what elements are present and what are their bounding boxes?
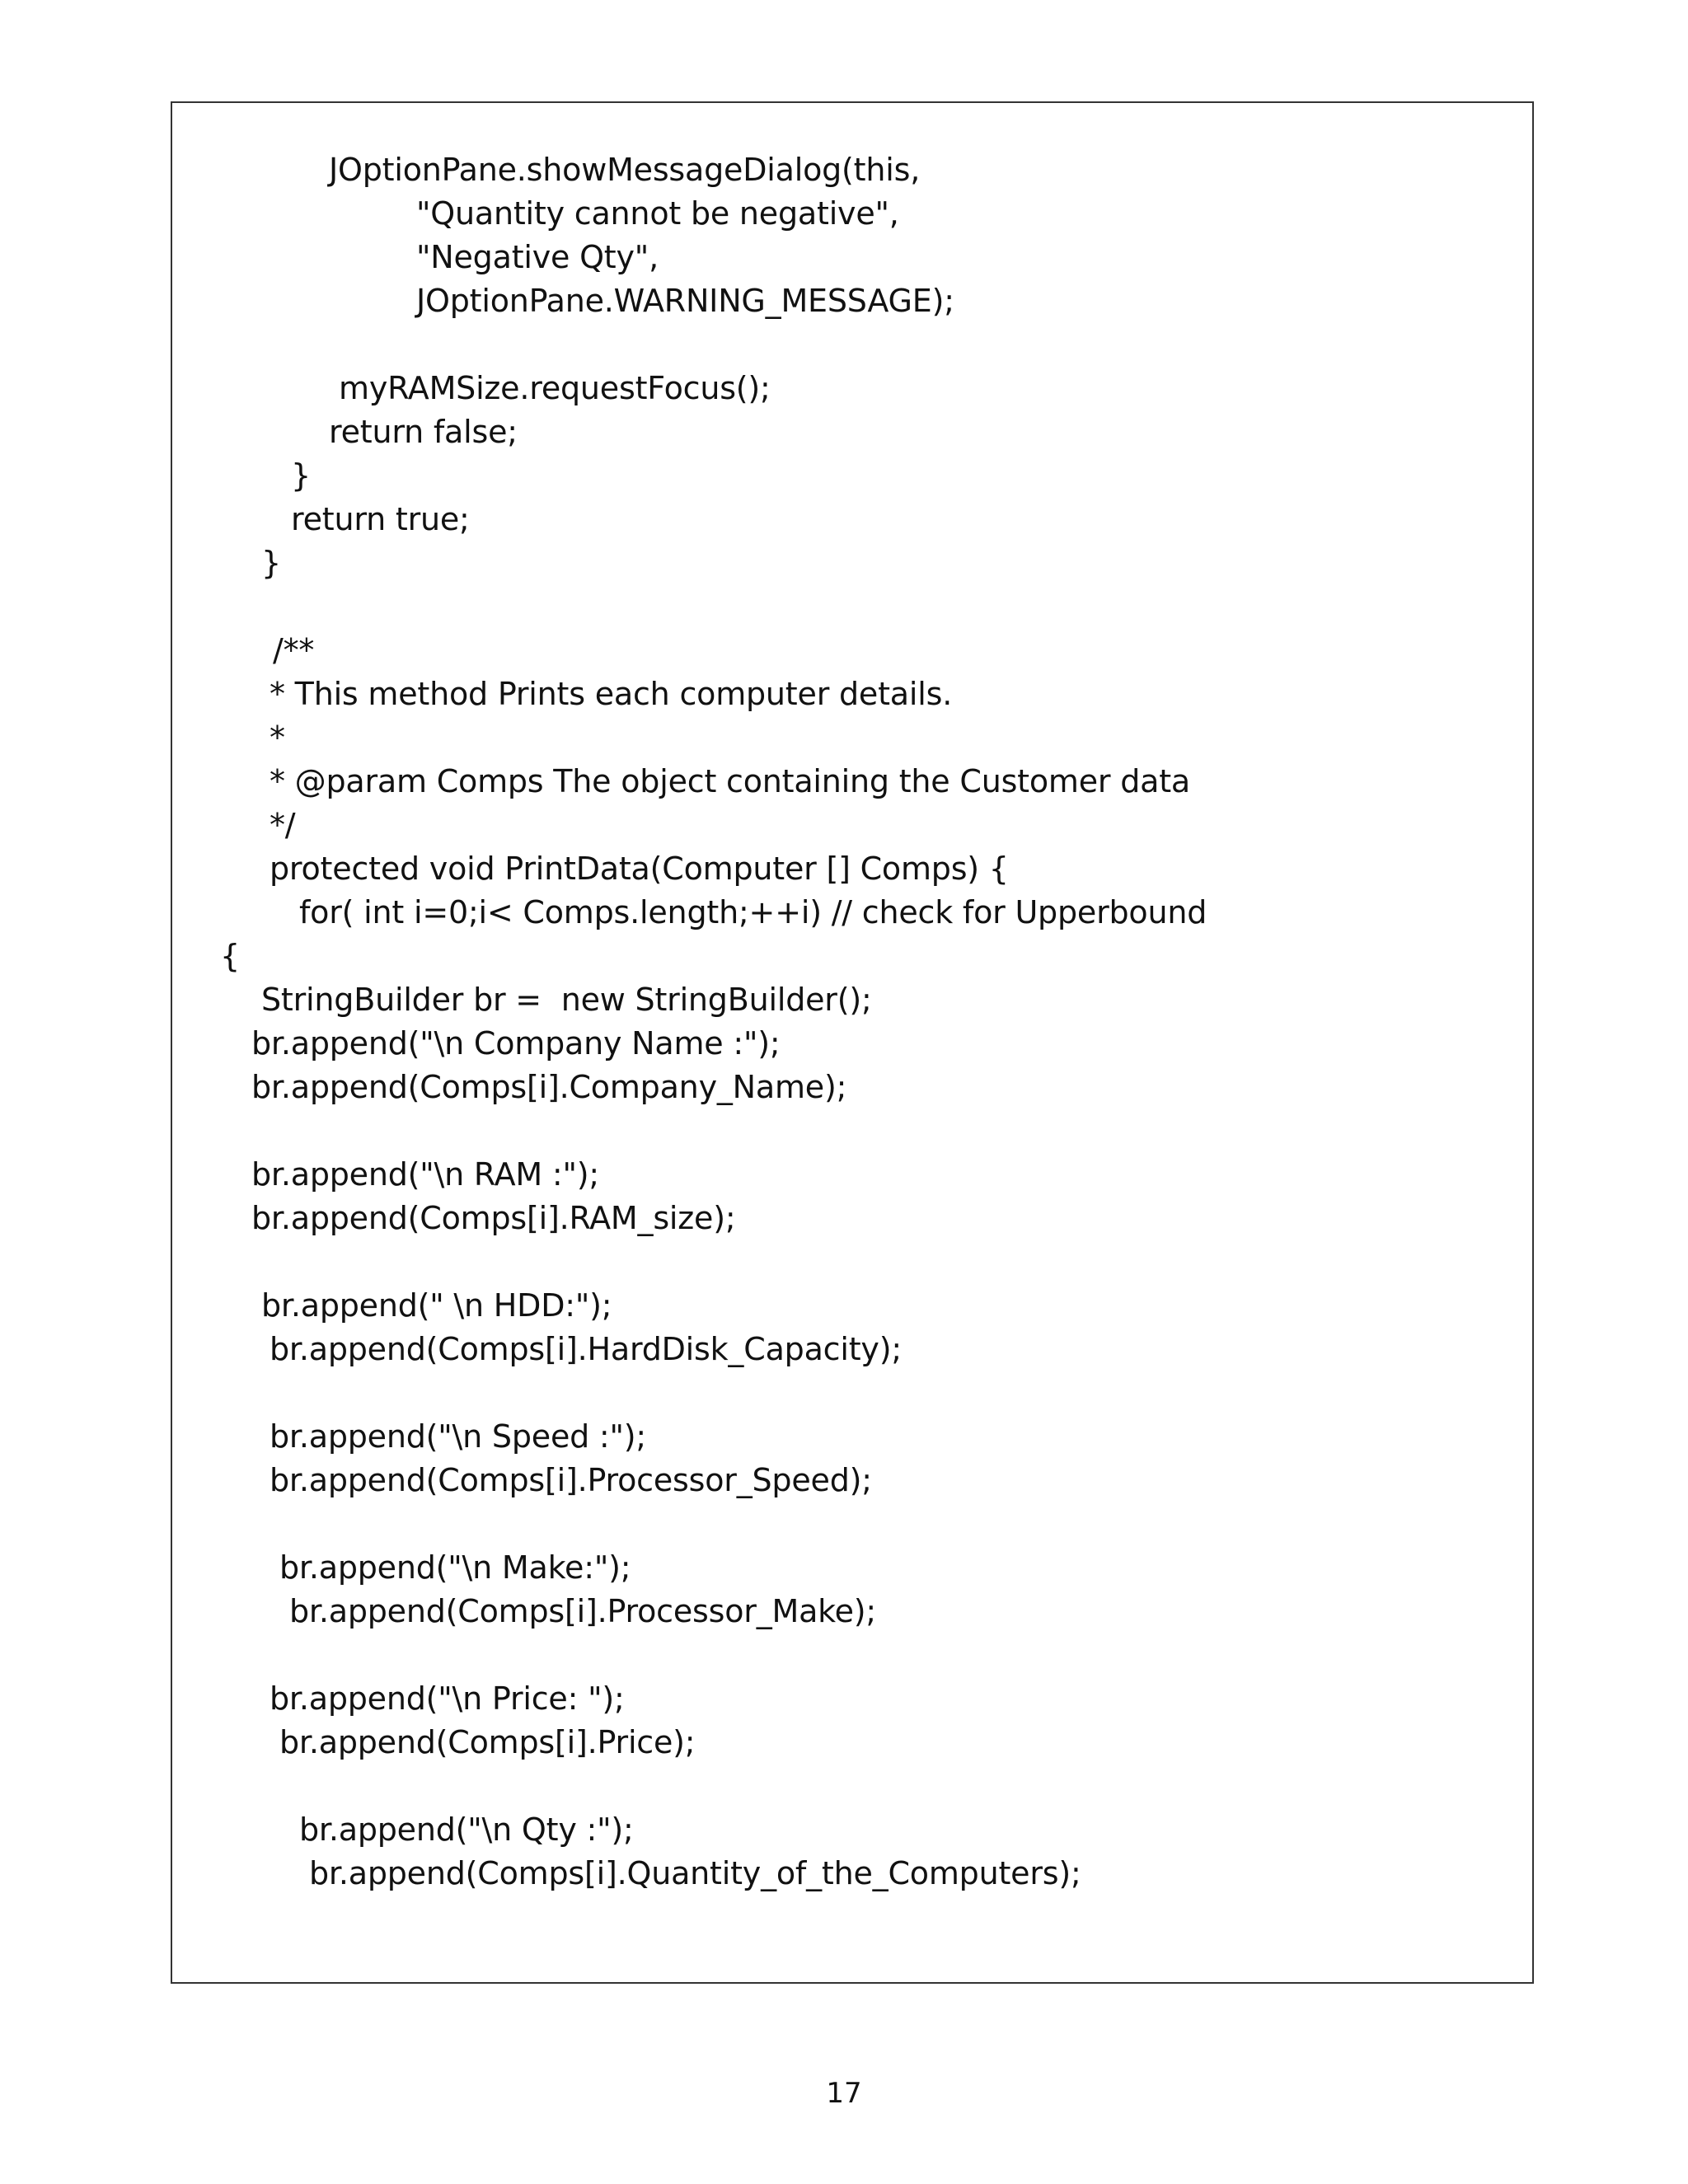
code-line: JOptionPane.showMessageDialog(this, — [329, 152, 921, 188]
code-line: br.append(Comps[i].Price); — [279, 1724, 696, 1760]
code-listing-frame — [171, 101, 1534, 1984]
code-line: br.append("\n Price: "); — [270, 1680, 625, 1717]
code-line: } — [261, 545, 281, 581]
code-line: br.append("\n RAM :"); — [251, 1156, 599, 1193]
code-line: /** — [273, 632, 315, 668]
code-line: br.append(Comps[i].HardDisk_Capacity); — [270, 1331, 902, 1367]
code-line: protected void PrintData(Computer [] Comps) { — [270, 851, 1009, 887]
code-line: StringBuilder br = new StringBuilder(); — [261, 982, 872, 1018]
code-line: br.append(" \n HDD:"); — [261, 1287, 612, 1324]
code-line: return false; — [329, 414, 518, 450]
code-line: br.append("\n Speed :"); — [270, 1418, 647, 1455]
code-line: myRAMSize.requestFocus(); — [339, 370, 771, 406]
code-line: "Negative Qty", — [416, 239, 659, 275]
code-line: br.append(Comps[i].Processor_Make); — [289, 1593, 877, 1629]
code-line: br.append(Comps[i].Quantity_of_the_Computers); — [309, 1855, 1081, 1891]
code-line: "Quantity cannot be negative", — [416, 195, 899, 232]
code-line: for( int i=0;i< Comps.length;++i) // check for Upperbound — [299, 894, 1207, 930]
code-line: br.append("\n Qty :"); — [299, 1811, 634, 1848]
code-line: * — [270, 719, 285, 756]
code-line: br.append(Comps[i].RAM_size); — [251, 1200, 736, 1236]
code-line: } — [291, 457, 311, 494]
code-line: * This method Prints each computer details. — [270, 676, 953, 712]
code-line: br.append("\n Company Name :"); — [251, 1025, 781, 1062]
code-line: br.append(Comps[i].Processor_Speed); — [270, 1462, 872, 1498]
code-line: br.append("\n Make:"); — [279, 1549, 631, 1586]
page-number: 17 — [826, 2077, 862, 2110]
code-line: return true; — [291, 501, 470, 537]
code-line: JOptionPane.WARNING_MESSAGE); — [416, 283, 954, 319]
code-line: br.append(Comps[i].Company_Name); — [251, 1069, 847, 1105]
code-line: { — [220, 938, 240, 974]
code-line: */ — [270, 807, 296, 843]
code-line: * @param Comps The object containing the Customer data — [270, 763, 1191, 799]
